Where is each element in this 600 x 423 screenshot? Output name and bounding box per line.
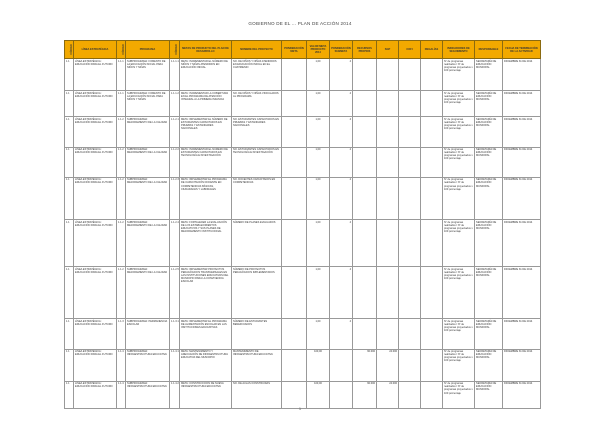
cell-ponderacion (282, 381, 307, 408)
cell-nombre: NÚMERO DE ESTUDIANTES BENEFICIADOS (232, 319, 282, 349)
cell-nombre: NÚMERO DE PLANES EVALUADOS (232, 219, 282, 266)
cell-linea: LÍNEA ESTRATÉGICA: EDUCACIÓN PARA EL FUTURO (74, 147, 117, 177)
table-row (65, 91, 541, 117)
cell-ponderacion-sub: 4 (330, 147, 353, 177)
cell-programa: SUBPROGRAMA: INFRAESTRUCTURA EDUCATIVA (126, 349, 170, 381)
table-header-row (65, 41, 541, 59)
cell-code-1: 1.1 (65, 59, 74, 91)
cell-nombre: NO. DE NIÑOS Y NIÑAS ATENDIDOS EN EDUCACIÓN INICIAL EN EL CUATRIENIO (232, 59, 282, 91)
cell-code-2: 1.1.1 (117, 91, 126, 117)
cell-fecha: DICIEMBRE 31 DE 2014 (503, 267, 541, 319)
cell-ponderacion (282, 267, 307, 319)
cell-linea: LÍNEA ESTRATÉGICA: EDUCACIÓN PARA EL FUTURO (74, 117, 117, 147)
page-title: GOBIERNO DE EL ... PLAN DE ACCIÓN 2014 (248, 21, 352, 26)
header-valor-esperado: VALOR META PRODUCTO 2014 (307, 41, 330, 59)
cell-indicadores: Nº de programas realizados / Nº de programas proyectados x 100 porcentaje (443, 117, 475, 147)
cell-linea: LÍNEA ESTRATÉGICA: EDUCACIÓN PARA EL FUTURO (74, 219, 117, 266)
cell-valor-esperado: 1,00 (307, 177, 330, 219)
cell-code-3: 1.1.4.2 (170, 381, 180, 408)
cell-indicadores: Nº de programas realizados / Nº de programas proyectados x 100 porcentaje (443, 59, 475, 91)
cell-code-1: 1.1 (65, 381, 74, 408)
cell-linea: LÍNEA ESTRATÉGICA: EDUCACIÓN PARA EL FUTURO (74, 319, 117, 349)
cell-regalias (421, 147, 443, 177)
cell-code-3: 1.1.2.5 (170, 267, 180, 319)
cell-code-2: 1.1.2 (117, 117, 126, 147)
cell-ponderacion-sub: 4 (330, 59, 353, 91)
cell-sgp (377, 59, 399, 91)
cell-code-1: 1.1 (65, 91, 74, 117)
cell-code-2: 1.1.2 (117, 147, 126, 177)
cell-programa: SUBPROGRAMA: MEJORAMIENTO DE LA CALIDAD (126, 117, 170, 147)
header-indicadores: INDICADORES DE SEGUIMIENTO (443, 41, 475, 59)
cell-recursos (353, 59, 377, 91)
cell-cofi (399, 267, 421, 319)
header-cofi: COFI (399, 41, 421, 59)
cell-sgp (377, 319, 399, 349)
cell-indicadores: Nº de programas realizados / Nº de programas proyectados x 100 porcentaje (443, 91, 475, 117)
cell-ponderacion-sub: 4 (330, 117, 353, 147)
cell-regalias (421, 177, 443, 219)
cell-programa: SUBPROGRAMA: PERMANENCIA ESCOLAR (126, 319, 170, 349)
cell-linea: LÍNEA ESTRATÉGICA: EDUCACIÓN PARA EL FUTURO (74, 381, 117, 408)
cell-nombre: NÚMERO DE PROYECTOS PEDAGÓGICOS IMPLEMENTADOS (232, 267, 282, 319)
cell-programa: SUBPROGRAMA: MEJORAMIENTO DE LA CALIDAD (126, 219, 170, 266)
cell-ponderacion (282, 219, 307, 266)
cell-valor-esperado: 1,00 (307, 319, 330, 349)
cell-code-2: 1.1.2 (117, 267, 126, 319)
cell-code-3: 1.1.1.2 (170, 91, 180, 117)
cell-nombre: NO. DOCENTES CAPACITADOS EN COMPETENCIAS (232, 177, 282, 219)
cell-meta: META: FORTALECER LA EVALUACIÓN DE LOS ESTABLECIMIENTOS EDUCATIVOS Y SUS PLANES DE MEJORAMIENTO INSTITUCIONAL (180, 219, 232, 266)
cell-fecha: DICIEMBRE 31 DE 2014 (503, 319, 541, 349)
cell-code-2: 1.1.3 (117, 319, 126, 349)
cell-valor-esperado: 1,00 (307, 147, 330, 177)
cell-indicadores: Nº de programas realizados / Nº de programas proyectados x 100 porcentaje (443, 319, 475, 349)
cell-meta: META: IMPLEMENTAR EL NÚMERO DE ESTUDIANTES CAPACITADOS EN PRUEBAS Y ESTANDARES NACIONALES (180, 117, 232, 147)
header-ponderacion-sub: PONDERACIÓN SUBMETA (330, 41, 353, 59)
cell-ponderacion-sub: 4 (330, 91, 353, 117)
cell-responsable: SECRETARÍA DE EDUCACIÓN MUNICIPAL (475, 349, 503, 381)
cell-programa: SUBPROGRAMA: MEJORAMIENTO DE LA CALIDAD (126, 177, 170, 219)
cell-cofi (399, 177, 421, 219)
cell-programa: SUBPROGRAMA: INFRAESTRUCTURA EDUCATIVA (126, 381, 170, 408)
cell-cofi (399, 219, 421, 266)
cell-ponderacion (282, 59, 307, 91)
cell-cofi (399, 381, 421, 408)
cell-recursos (353, 319, 377, 349)
header-codigo-1: CÓDIGO (65, 41, 74, 59)
cell-code-3: 1.1.2.2 (170, 147, 180, 177)
cell-responsable: SECRETARÍA DE EDUCACIÓN MUNICIPAL (475, 147, 503, 177)
cell-valor-esperado: 1,00 (307, 59, 330, 91)
cell-indicadores: Nº de programas realizados / Nº de programas proyectados x 100 porcentaje (443, 267, 475, 319)
cell-responsable: SECRETARÍA DE EDUCACIÓN MUNICIPAL (475, 319, 503, 349)
action-plan-table (64, 40, 541, 409)
cell-recursos: 60.000 (353, 381, 377, 408)
cell-ponderacion-sub (330, 349, 353, 381)
cell-valor-esperado: 100,00 (307, 349, 330, 381)
cell-ponderacion-sub (330, 381, 353, 408)
cell-code-1: 1.1 (65, 319, 74, 349)
page-number: 1 (298, 406, 302, 411)
cell-code-3: 1.1.2.1 (170, 117, 180, 147)
cell-ponderacion (282, 91, 307, 117)
cell-ponderacion (282, 177, 307, 219)
cell-responsable: SECRETARÍA DE EDUCACIÓN MUNICIPAL (475, 219, 503, 266)
cell-code-1: 1.1 (65, 349, 74, 381)
cell-ponderacion (282, 117, 307, 147)
cell-valor-esperado: 1,00 (307, 91, 330, 117)
cell-code-3: 1.1.2.3 (170, 177, 180, 219)
header-recursos: RECURSOS PROPIOS (353, 41, 377, 59)
cell-sgp (377, 91, 399, 117)
cell-nombre: NO. DE NIÑOS Y NIÑAS VINCULADOS AL PROGRAMA (232, 91, 282, 117)
cell-code-3: 1.1.2.4 (170, 219, 180, 266)
cell-sgp (377, 219, 399, 266)
cell-programa: SUBPROGRAMA: FOMENTO DE LA EDUCACIÓN INICIAL PARA NIÑOS Y NIÑAS (126, 91, 170, 117)
cell-responsable: SECRETARÍA DE EDUCACIÓN MUNICIPAL (475, 117, 503, 147)
cell-recursos (353, 117, 377, 147)
table-row (65, 319, 541, 349)
cell-sgp: 24.000 (377, 381, 399, 408)
cell-meta: META: IMPLEMENTAR EL PROGRAMA DE ALIMENTACIÓN ESCOLAR EN LAS INSTITUCIONES EDUCATIVAS (180, 319, 232, 349)
cell-meta: META: IMPLEMENTAR EL PROGRAMA DE CAPACITACIÓN DOCENTE EN COMPETENCIAS BÁSICAS, CIUDADANAS Y LABORALES (180, 177, 232, 219)
cell-linea: LÍNEA ESTRATÉGICA: EDUCACIÓN PARA EL FUTURO (74, 59, 117, 91)
cell-responsable: SECRETARÍA DE EDUCACIÓN MUNICIPAL (475, 267, 503, 319)
cell-code-3: 1.1.1.1 (170, 59, 180, 91)
cell-fecha: DICIEMBRE 31 DE 2014 (503, 117, 541, 147)
cell-responsable: SECRETARÍA DE EDUCACIÓN MUNICIPAL (475, 177, 503, 219)
cell-ponderacion (282, 319, 307, 349)
cell-sgp (377, 117, 399, 147)
cell-meta: META: CONSTRUCCIÓN DE NUEVA INFRAESTRUCTURA EDUCATIVA (180, 381, 232, 408)
cell-fecha: DICIEMBRE 31 DE 2014 (503, 147, 541, 177)
header-regalias: REGALÍAS (421, 41, 443, 59)
cell-recursos (353, 147, 377, 177)
cell-meta: META: MANTENIMIENTO Y ADECUACIÓN DE INFRAESTRUCTURA EDUCATIVA DEL MUNICIPIO (180, 349, 232, 381)
cell-indicadores: Nº de programas realizados / Nº de programas proyectados x 100 porcentaje (443, 381, 475, 408)
cell-cofi (399, 117, 421, 147)
cell-regalias (421, 319, 443, 349)
cell-code-1: 1.1 (65, 117, 74, 147)
cell-ponderacion-sub: 4 (330, 319, 353, 349)
header-meta: METAS DE PRODUCTO DEL PLAN DE DESARROLLO (180, 41, 232, 59)
cell-fecha: DICIEMBRE 31 DE 2014 (503, 91, 541, 117)
cell-code-1: 1.1 (65, 147, 74, 177)
table-row (65, 381, 541, 408)
cell-nombre: NO. ESTUDIANTES CAPACITADOS EN PRUEBAS Y ESTANDARES NACIONALES (232, 117, 282, 147)
cell-code-1: 1.1 (65, 267, 74, 319)
cell-cofi (399, 59, 421, 91)
cell-code-2: 1.1.1 (117, 59, 126, 91)
cell-ponderacion (282, 349, 307, 381)
cell-ponderacion-sub: 4 (330, 267, 353, 319)
cell-code-2: 1.1.2 (117, 177, 126, 219)
cell-linea: LÍNEA ESTRATÉGICA: EDUCACIÓN PARA EL FUTURO (74, 349, 117, 381)
table-body (65, 59, 541, 409)
table-row (65, 219, 541, 266)
table-row (65, 147, 541, 177)
cell-indicadores: Nº de programas realizados / Nº de programas proyectados x 100 porcentaje (443, 177, 475, 219)
cell-fecha: DICIEMBRE 31 DE 2014 (503, 219, 541, 266)
cell-indicadores: Nº de programas realizados / Nº de programas proyectados x 100 porcentaje (443, 147, 475, 177)
table-row (65, 349, 541, 381)
cell-responsable: SECRETARÍA DE EDUCACIÓN MUNICIPAL (475, 59, 503, 91)
cell-recursos (353, 91, 377, 117)
cell-cofi (399, 147, 421, 177)
cell-fecha: DICIEMBRE 31 DE 2014 (503, 381, 541, 408)
cell-regalias (421, 381, 443, 408)
cell-regalias (421, 267, 443, 319)
cell-ponderacion-sub: 4 (330, 219, 353, 266)
cell-cofi (399, 91, 421, 117)
cell-cofi (399, 349, 421, 381)
table-row (65, 177, 541, 219)
cell-linea: LÍNEA ESTRATÉGICA: EDUCACIÓN PARA EL FUTURO (74, 267, 117, 319)
cell-indicadores: Nº de programas realizados / Nº de programas proyectados x 100 porcentaje (443, 219, 475, 266)
header-ponderacion: PONDERACIÓN META (282, 41, 307, 59)
cell-valor-esperado: 1,00 (307, 117, 330, 147)
table-row (65, 117, 541, 147)
cell-recursos (353, 219, 377, 266)
cell-nombre: NO. DE AULAS CONSTRUIDAS (232, 381, 282, 408)
cell-meta: META: INCREMENTAR EL NÚMERO DE ESTUDIANTES CAPACITADOS EN TECNOLOGÍA E INVESTIGACIÓN (180, 147, 232, 177)
table-row (65, 59, 541, 91)
cell-fecha: DICIEMBRE 31 DE 2014 (503, 177, 541, 219)
cell-programa: SUBPROGRAMA: FOMENTO DE LA EDUCACIÓN INICIAL PARA NIÑOS Y NIÑAS (126, 59, 170, 91)
header-linea: LÍNEA ESTRATÉGICA (74, 41, 117, 59)
cell-cofi (399, 319, 421, 349)
header-codigo-3: CÓDIGO (170, 41, 180, 59)
cell-sgp (377, 147, 399, 177)
cell-responsable: SECRETARÍA DE EDUCACIÓN MUNICIPAL (475, 91, 503, 117)
cell-linea: LÍNEA ESTRATÉGICA: EDUCACIÓN PARA EL FUTURO (74, 177, 117, 219)
header-responsable: RESPONSABLE (475, 41, 503, 59)
header-programa: PROGRAMA (126, 41, 170, 59)
cell-code-3: 1.1.4.1 (170, 349, 180, 381)
cell-ponderacion (282, 147, 307, 177)
cell-recursos (353, 267, 377, 319)
cell-code-2: 1.1.4 (117, 381, 126, 408)
cell-recursos (353, 177, 377, 219)
cell-valor-esperado: 1,00 (307, 219, 330, 266)
cell-code-2: 1.1.2 (117, 219, 126, 266)
header-sgp: SGP (377, 41, 399, 59)
cell-sgp (377, 177, 399, 219)
cell-fecha: DICIEMBRE 31 DE 2014 (503, 349, 541, 381)
cell-valor-esperado: 100,00 (307, 381, 330, 408)
cell-responsable: SECRETARÍA DE EDUCACIÓN MUNICIPAL (475, 381, 503, 408)
cell-regalias (421, 219, 443, 266)
cell-regalias (421, 91, 443, 117)
cell-recursos: 60.000 (353, 349, 377, 381)
cell-code-2: 1.1.4 (117, 349, 126, 381)
cell-code-3: 1.1.3.1 (170, 319, 180, 349)
cell-regalias (421, 349, 443, 381)
cell-nombre: NO. ESTUDIANTES CAPACITADOS EN TECNOLOGÍA E INVESTIGACIÓN (232, 147, 282, 177)
cell-indicadores: Nº de programas realizados / Nº de programas proyectados x 100 porcentaje (443, 349, 475, 381)
cell-nombre: MANTENIMIENTO DE INFRAESTRUCTURA EDUCATIVA (232, 349, 282, 381)
header-codigo-2: CÓDIGO (117, 41, 126, 59)
header-fecha: FECHA DE TERMINACIÓN DE LA ACTIVIDAD (503, 41, 541, 59)
cell-code-1: 1.1 (65, 177, 74, 219)
cell-ponderacion-sub: 4 (330, 177, 353, 219)
cell-regalias (421, 59, 443, 91)
cell-fecha: DICIEMBRE 31 DE 2014 (503, 59, 541, 91)
header-nombre: NOMBRE DEL PROYECTO (232, 41, 282, 59)
cell-valor-esperado: 1,00 (307, 267, 330, 319)
cell-regalias (421, 117, 443, 147)
cell-meta: META: IMPLEMENTAR PROYECTOS PEDAGÓGICOS TRANSVERSALES EN LAS INSTITUCIONES EDUCATIVAS DEL MUNICIPIO PARA LA CONVIVENCIA ESCOLAR (180, 267, 232, 319)
cell-programa: SUBPROGRAMA: MEJORAMIENTO DE LA CALIDAD (126, 147, 170, 177)
cell-meta: META: INCREMENTAR EL NÚMERO DE NIÑOS Y NIÑAS ATENDIDOS EN EDUCACIÓN INICIAL (180, 59, 232, 91)
table-row (65, 267, 541, 319)
cell-programa: SUBPROGRAMA: MEJORAMIENTO DE LA CALIDAD (126, 267, 170, 319)
cell-sgp: 24.000 (377, 349, 399, 381)
cell-meta: META: INCREMENTAR LA COBERTURA EN EL PROGRAMA DE ATENCIÓN INTEGRAL A LA PRIMERA INFANCIA (180, 91, 232, 117)
cell-linea: LÍNEA ESTRATÉGICA: EDUCACIÓN PARA EL FUTURO (74, 91, 117, 117)
cell-code-1: 1.1 (65, 219, 74, 266)
cell-sgp (377, 267, 399, 319)
